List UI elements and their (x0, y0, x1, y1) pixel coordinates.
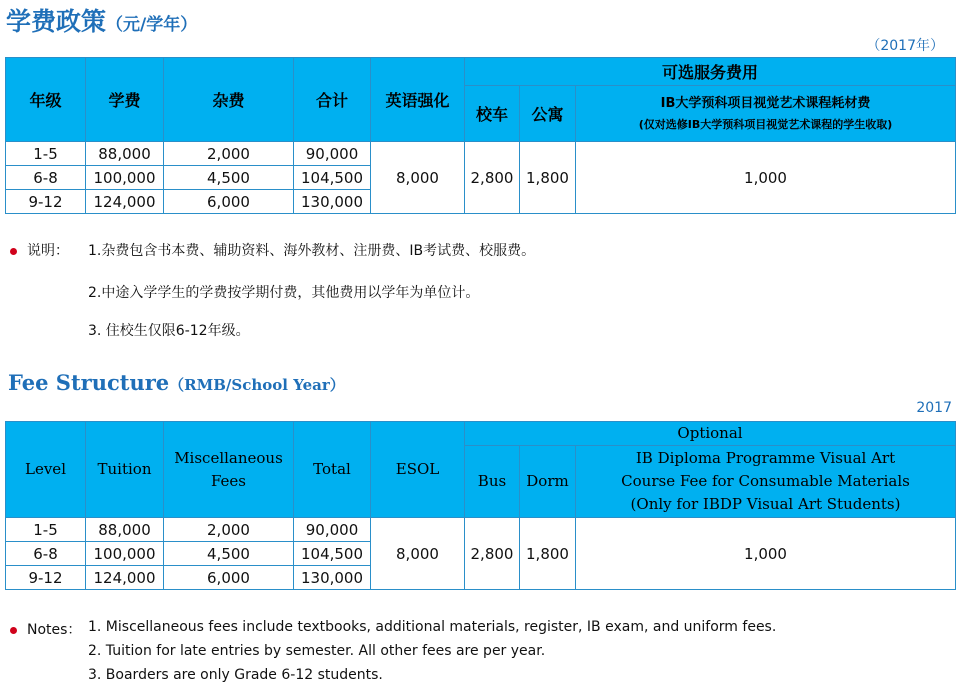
cn-note-1: 1.杂费包含书本费、辅助资料、海外教材、注册费、IB考试费、校服费。 (88, 243, 536, 259)
en-cell-ib-fee: 1,000 (576, 518, 956, 590)
en-notes-label: Notes： (27, 622, 82, 638)
cn-fee-table (5, 57, 956, 214)
en-fee-table (5, 421, 956, 590)
cn-cell-misc: 2,000 (164, 142, 294, 166)
en-title-unit: （RMB/School Year） (169, 376, 345, 394)
en-header-ib-line2: Course Fee for Consumable Materials (621, 472, 910, 490)
en-cell-total: 104,500 (294, 542, 371, 566)
en-header-bus: Bus (465, 446, 520, 518)
cn-page-title (6, 2, 197, 38)
cn-cell-grade: 9-12 (6, 190, 86, 214)
cn-cell-total: 104,500 (294, 166, 371, 190)
cn-cell-tuition: 124,000 (86, 190, 164, 214)
table-row (6, 142, 956, 166)
cn-cell-total: 130,000 (294, 190, 371, 214)
en-note-1: 1. Miscellaneous fees include textbooks, additional materials, register, IB exam, and uniform fees. (88, 619, 777, 635)
cn-cell-grade: 6-8 (6, 166, 86, 190)
bullet-icon (10, 627, 17, 634)
en-title-text: Fee Structure (8, 370, 170, 395)
en-header-dorm: Dorm (520, 446, 576, 518)
en-header-misc-line1: Miscellaneous (174, 448, 283, 467)
cn-cell-esol: 8,000 (371, 142, 465, 214)
en-cell-grade: 9-12 (6, 566, 86, 590)
cn-cell-misc: 6,000 (164, 190, 294, 214)
en-header-ib-line3: (Only for IBDP Visual Art Students) (630, 495, 901, 513)
cn-header-ib-line2: (仅对选修IB大学预科项目视觉艺术课程的学生收取) (638, 117, 893, 131)
cn-header-misc: 杂费 (164, 58, 294, 142)
cn-cell-tuition: 88,000 (86, 142, 164, 166)
en-cell-total: 90,000 (294, 518, 371, 542)
en-cell-grade: 1-5 (6, 518, 86, 542)
cn-note-3: 3. 住校生仅限6-12年级。 (88, 323, 250, 339)
en-cell-tuition: 124,000 (86, 566, 164, 590)
en-page-title (8, 370, 345, 395)
en-header-esol: ESOL (371, 422, 465, 518)
en-header-total: Total (294, 422, 371, 518)
en-cell-total: 130,000 (294, 566, 371, 590)
en-cell-misc: 6,000 (164, 566, 294, 590)
cn-year-label: （2017年） (866, 38, 944, 54)
cn-cell-ib-fee: 1,000 (576, 142, 956, 214)
table-row (6, 518, 956, 542)
en-cell-tuition: 100,000 (86, 542, 164, 566)
en-header-ib-line1: IB Diploma Programme Visual Art (635, 449, 896, 467)
en-header-ib (576, 446, 956, 518)
cn-header-optional: 可选服务费用 (465, 58, 956, 86)
en-cell-esol: 8,000 (371, 518, 465, 590)
en-cell-misc: 4,500 (164, 542, 294, 566)
en-year-label: 2017 (916, 400, 952, 416)
en-header-tuition: Tuition (86, 422, 164, 518)
cn-header-esol: 英语强化 (371, 58, 465, 142)
cn-header-ib-line1: IB大学预科项目视觉艺术课程耗材费 (660, 95, 871, 111)
en-cell-bus: 2,800 (465, 518, 520, 590)
cn-header-total: 合计 (294, 58, 371, 142)
cn-header-tuition: 学费 (86, 58, 164, 142)
en-cell-grade: 6-8 (6, 542, 86, 566)
bullet-icon (10, 248, 17, 255)
en-cell-dorm: 1,800 (520, 518, 576, 590)
cn-header-bus: 校车 (465, 86, 520, 142)
cn-cell-bus: 2,800 (465, 142, 520, 214)
cn-cell-grade: 1-5 (6, 142, 86, 166)
cn-cell-tuition: 100,000 (86, 166, 164, 190)
en-header-grade: Level (6, 422, 86, 518)
cn-notes (10, 240, 69, 260)
cn-header-dorm: 公寓 (520, 86, 576, 142)
en-header-misc (164, 422, 294, 518)
en-note-3: 3. Boarders are only Grade 6-12 students. (88, 667, 383, 683)
en-header-misc-line2: Fees (210, 471, 247, 490)
cn-note-2: 2.中途入学学生的学费按学期付费，其他费用以学年为单位计。 (88, 285, 480, 301)
cn-title-text: 学费政策 (6, 7, 107, 36)
en-header-optional: Optional (465, 422, 956, 446)
cn-title-unit: （元/学年） (106, 15, 198, 35)
cn-cell-dorm: 1,800 (520, 142, 576, 214)
en-cell-misc: 2,000 (164, 518, 294, 542)
en-cell-tuition: 88,000 (86, 518, 164, 542)
cn-cell-misc: 4,500 (164, 166, 294, 190)
en-note-2: 2. Tuition for late entries by semester. All other fees are per year. (88, 643, 546, 659)
cn-notes-label: 说明： (27, 243, 69, 259)
cn-header-grade: 年级 (6, 58, 86, 142)
cn-header-ib (576, 86, 956, 142)
en-notes (10, 619, 81, 639)
cn-cell-total: 90,000 (294, 142, 371, 166)
